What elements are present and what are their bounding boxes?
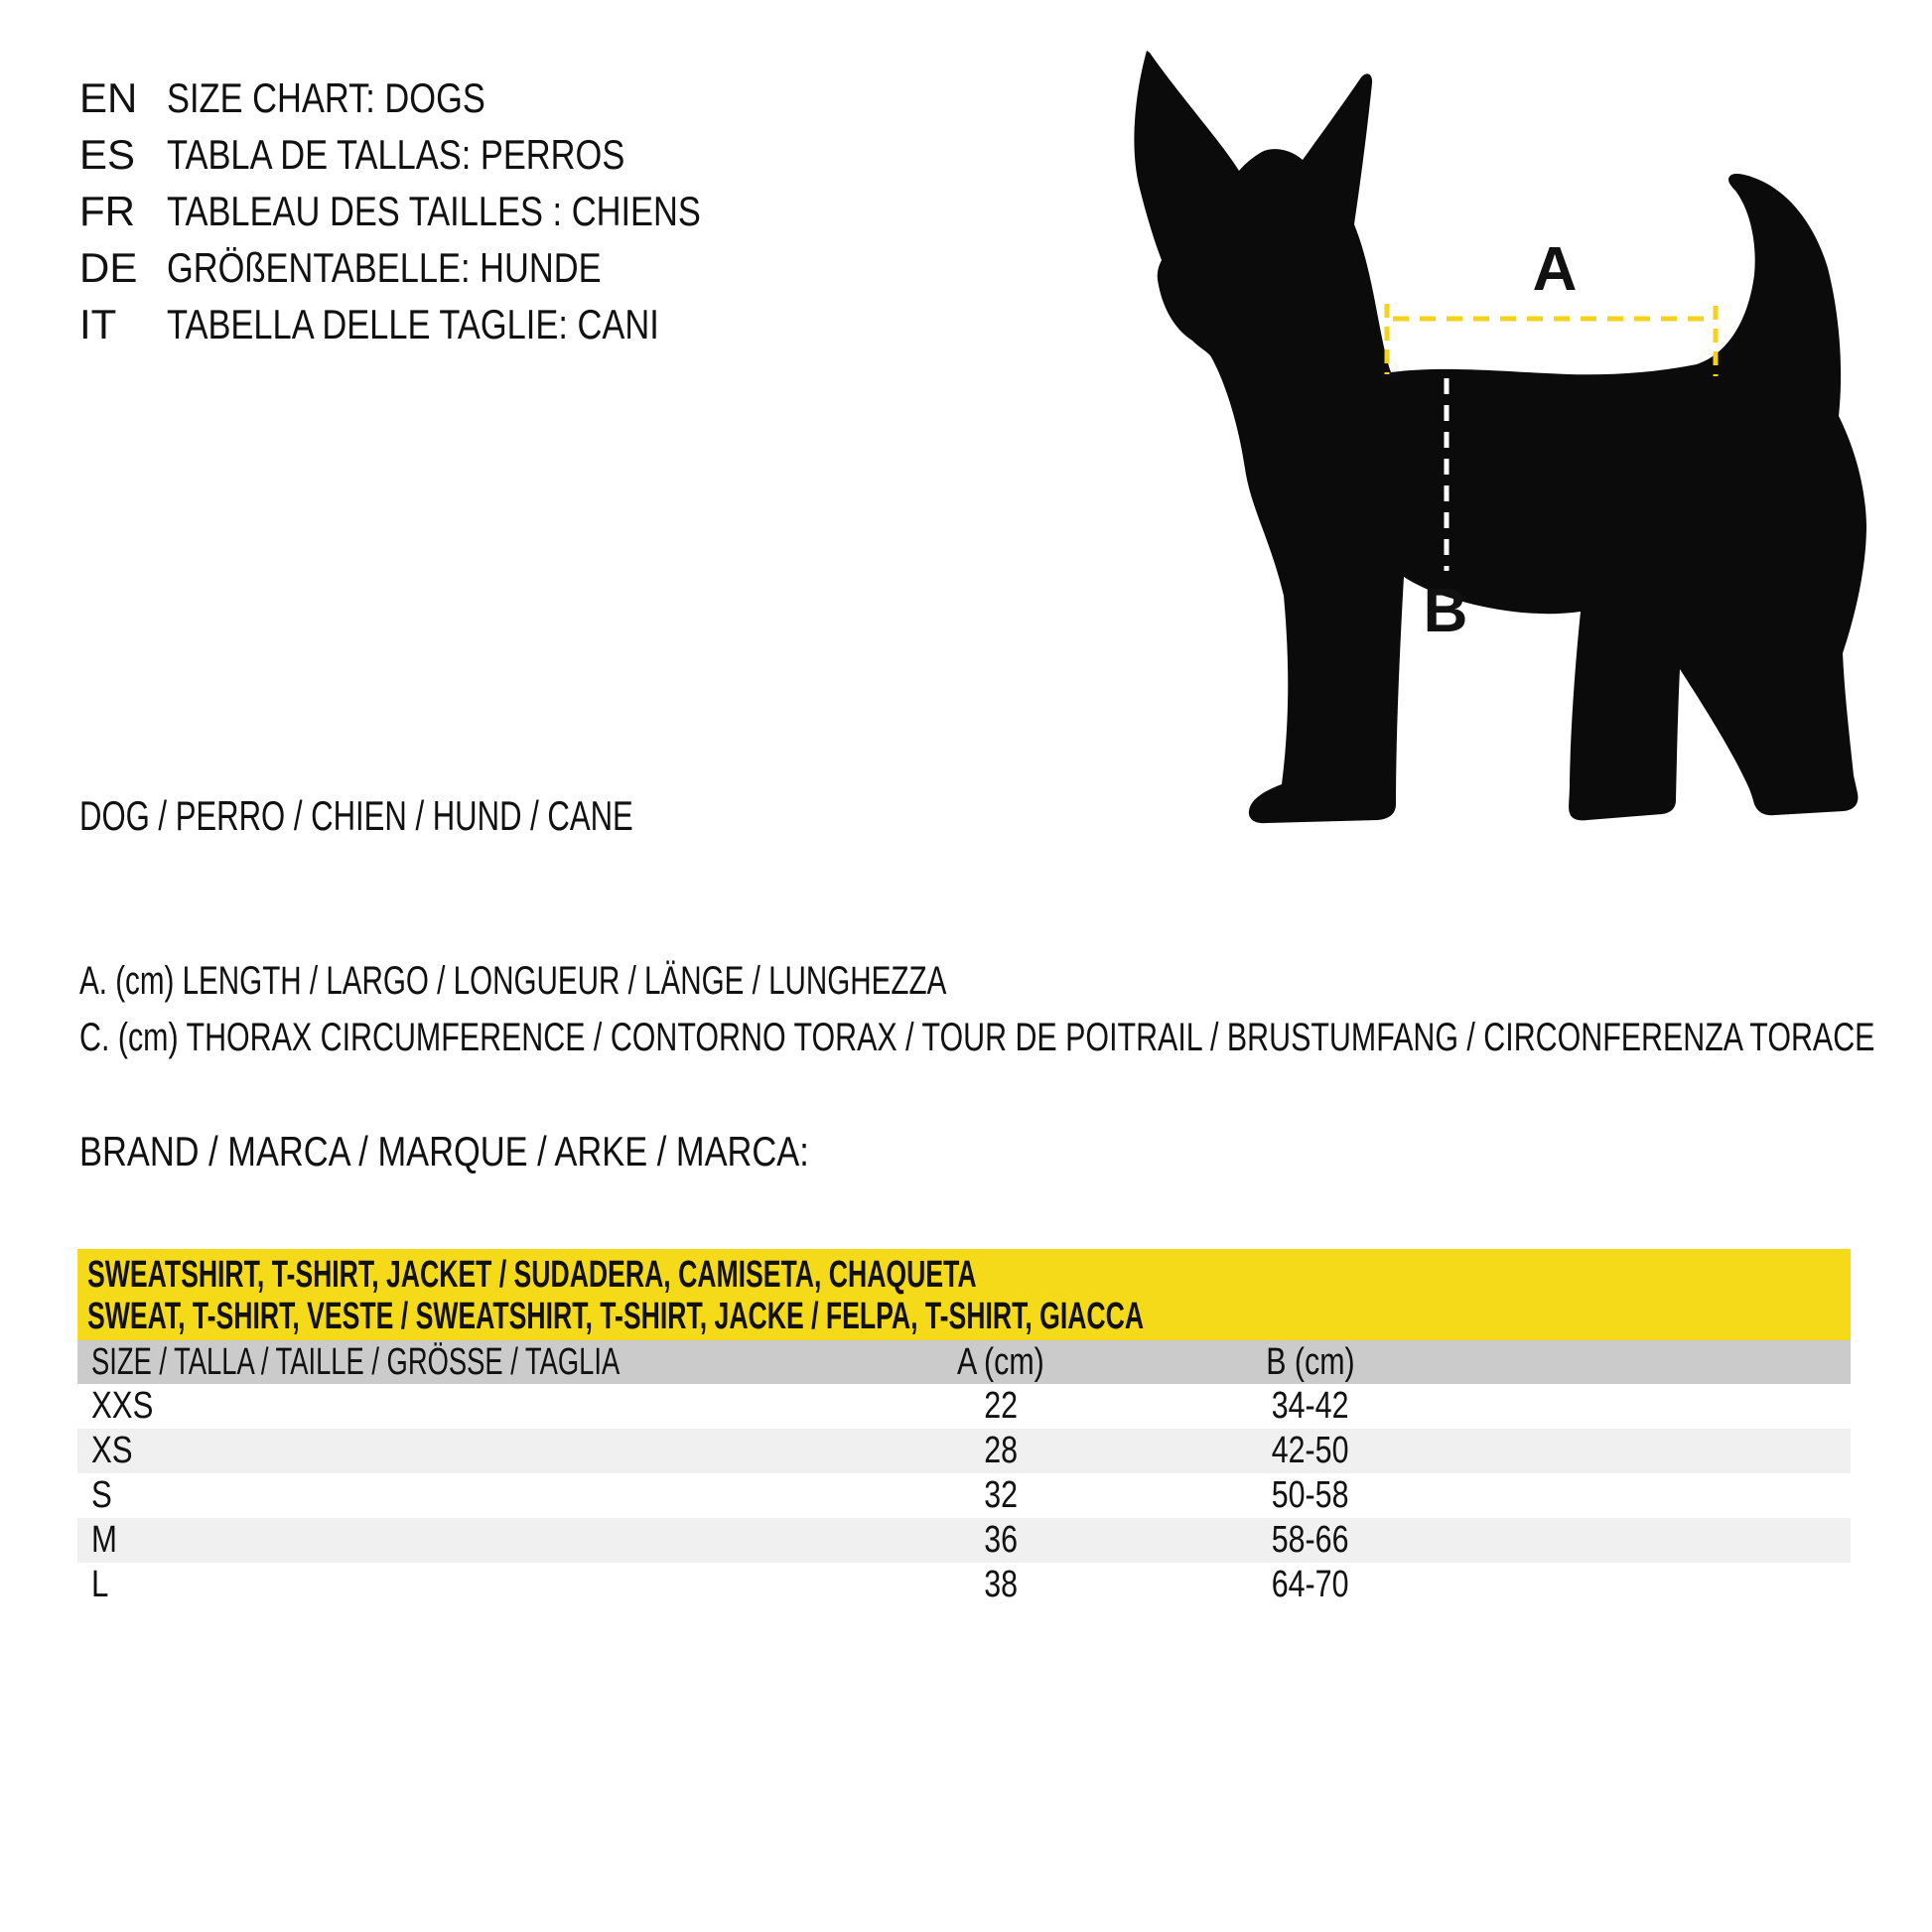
b-cell: 42-50 [1272,1430,1349,1471]
language-title: TABLEAU DES TAILLES : CHIENS [167,188,701,234]
a-cell: 32 [984,1474,1018,1516]
measurement-legend [79,953,1932,1066]
dog-measurement-diagram [1122,40,1926,834]
language-code: EN [79,74,138,121]
table-row [77,1429,1851,1473]
language-code: IT [79,301,117,347]
b-cell: 58-66 [1272,1519,1349,1561]
b-cell: 64-70 [1272,1564,1349,1605]
size-cell: L [91,1564,109,1605]
language-title: TABELLA DELLE TAGLIE: CANI [167,301,659,347]
language-title-list [79,69,818,352]
dog-silhouette-graphic [1122,40,1926,834]
garment-type-banner [77,1249,1851,1340]
table-row [77,1384,1851,1429]
column-header-b: B (cm) [1266,1341,1355,1383]
list-item [79,183,818,239]
legend-line-c: C. (cm) THORAX CIRCUMFERENCE / CONTORNO TORAX / TOUR DE POITRAIL / BRUSTUMFANG / CIRCONFERENZA TORACE [79,1016,1875,1059]
animal-caption [79,792,828,840]
table-row [77,1563,1851,1607]
size-cell: XS [91,1430,133,1471]
size-cell: M [91,1519,117,1561]
list-item [79,296,818,352]
list-item [79,239,818,296]
a-cell: 28 [984,1430,1018,1471]
size-cell: XXS [91,1385,154,1427]
animal-caption-text: DOG / PERRO / CHIEN / HUND / CANE [79,792,633,839]
dog-silhouette [1134,51,1866,823]
language-title: SIZE CHART: DOGS [167,74,485,121]
language-title: GRÖßENTABELLE: HUNDE [167,244,602,291]
language-code: ES [79,131,136,178]
a-cell: 36 [984,1519,1018,1561]
column-header-size: SIZE / TALLA / TAILLE / GRÖSSE / TAGLIA [91,1341,621,1383]
language-title: TABLA DE TALLAS: PERROS [167,131,625,178]
banner-line-1: SWEATSHIRT, T-SHIRT, JACKET / SUDADERA, CAMISETA, CHAQUETA [87,1254,977,1296]
column-header-a: A (cm) [957,1341,1044,1383]
b-cell: 34-42 [1272,1385,1349,1427]
marker-b-label: B [1423,577,1468,645]
table-row [77,1518,1851,1563]
b-cell: 50-58 [1272,1474,1349,1516]
list-item [79,69,818,126]
size-cell: S [91,1474,112,1516]
a-cell: 22 [984,1385,1018,1427]
table-row [77,1473,1851,1518]
table-header-row [77,1340,1851,1384]
brand-caption-text: BRAND / MARCA / MARQUE / ARKE / MARCA: [79,1128,809,1174]
banner-line-2: SWEAT, T-SHIRT, VESTE / SWEATSHIRT, T-SHIRT, JACKE / FELPA, T-SHIRT, GIACCA [87,1296,1145,1337]
marker-a-label: A [1532,235,1578,304]
language-code: DE [79,244,138,291]
legend-line-a: A. (cm) LENGTH / LARGO / LONGUEUR / LÄNGE / LUNGHEZZA [79,959,947,1003]
language-code: FR [79,188,135,234]
list-item [79,126,818,183]
brand-caption [79,1128,969,1175]
a-cell: 38 [984,1564,1018,1605]
